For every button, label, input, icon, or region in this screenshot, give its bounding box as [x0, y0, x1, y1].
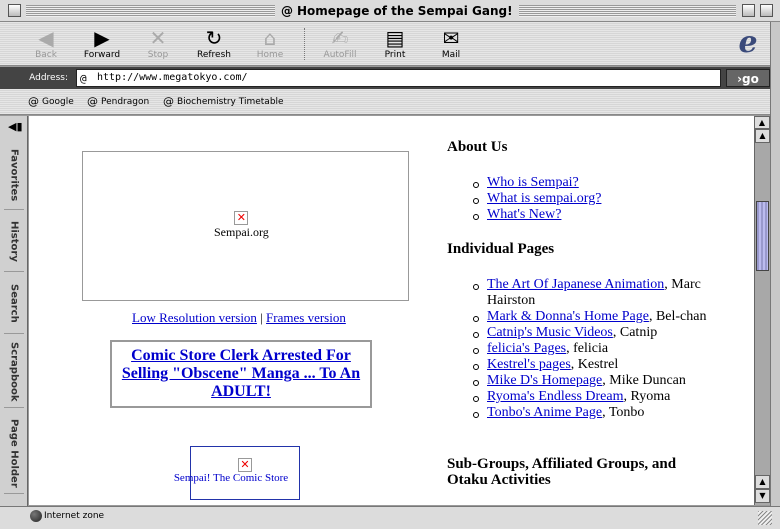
- list-item: [469, 277, 739, 309]
- address-input[interactable]: [76, 69, 721, 87]
- tab-page-holder[interactable]: Page Holder: [4, 414, 24, 494]
- individual-page-link[interactable]: Catnip's Music Videos: [487, 325, 613, 340]
- subgroups-heading: Sub-Groups, Affiliated Groups, and Otaku Activities: [447, 456, 677, 488]
- toolbar: [0, 22, 780, 66]
- back-label: Back: [35, 50, 57, 60]
- version-links: [132, 310, 346, 326]
- favorites-bar: [0, 89, 780, 115]
- list-item: [469, 309, 739, 325]
- news-headline-box: [110, 340, 372, 408]
- envelope-icon: ✉: [442, 26, 460, 50]
- individual-pages-heading: Individual Pages: [447, 241, 555, 257]
- page-author: , Ryoma: [623, 389, 671, 404]
- address-label: Address:: [29, 73, 68, 83]
- resize-grip-icon[interactable]: [758, 511, 772, 525]
- page-at-icon: @: [281, 4, 293, 18]
- scroll-down-arrow-icon[interactable]: ▼: [755, 489, 770, 503]
- collapse-box-icon[interactable]: [760, 4, 773, 17]
- refresh-button[interactable]: [186, 24, 242, 64]
- go-label: go: [742, 72, 759, 86]
- favorite-at-icon: @: [87, 95, 98, 108]
- address-url-text: http://www.megatokyo.com/: [97, 72, 248, 83]
- individual-page-link[interactable]: Ryoma's Endless Dream: [487, 389, 624, 404]
- forward-arrow-icon: ▶: [94, 26, 110, 50]
- window-title: [275, 3, 519, 19]
- individual-page-link[interactable]: The Art Of Japanese Animation: [487, 277, 665, 292]
- internet-explorer-logo-icon: e: [738, 25, 758, 60]
- scroll-thumb[interactable]: [756, 201, 769, 271]
- banner-alt-text: Sempai.org: [214, 225, 269, 239]
- who-is-sempai-link[interactable]: Who is Sempai?: [487, 175, 579, 190]
- explorer-bar-toggle-icon[interactable]: ◀▮: [8, 120, 23, 133]
- vertical-scrollbar[interactable]: [754, 129, 770, 505]
- back-button[interactable]: [18, 24, 74, 64]
- whats-new-link[interactable]: What's New?: [487, 207, 562, 222]
- home-icon: ⌂: [263, 26, 277, 50]
- list-item: [469, 207, 739, 223]
- frames-version-link[interactable]: Frames version: [266, 310, 346, 325]
- page-author: , Marc Hairston: [487, 277, 701, 308]
- mail-button[interactable]: [423, 24, 479, 64]
- page-author: , felicia: [566, 341, 609, 356]
- tab-search[interactable]: Search: [4, 274, 24, 334]
- explorer-side-tabs: [0, 116, 28, 506]
- individual-page-link[interactable]: Mike D's Homepage: [487, 373, 603, 388]
- list-item: [469, 175, 739, 191]
- autofill-icon: ✍: [331, 26, 349, 50]
- news-headline-link[interactable]: Comic Store Clerk Arrested For Selling "Obscene" Manga ... To An ADULT!: [121, 347, 361, 400]
- what-is-sempai-org-link[interactable]: What is sempai.org?: [487, 191, 602, 206]
- page-author: , Bel-chan: [648, 309, 707, 324]
- favorite-biochemistry-timetable[interactable]: [163, 95, 284, 108]
- page-at-icon: @: [80, 72, 87, 85]
- refresh-label: Refresh: [197, 50, 231, 60]
- individual-pages-list: [469, 277, 739, 421]
- scroll-up-arrow-icon[interactable]: ▲: [755, 475, 770, 489]
- window-title-text: Homepage of the Sempai Gang!: [297, 4, 513, 18]
- favorite-label: Biochemistry Timetable: [177, 96, 284, 107]
- list-item: [469, 191, 739, 207]
- favorite-at-icon: @: [163, 95, 174, 108]
- individual-page-link[interactable]: Tonbo's Anime Page: [487, 405, 603, 420]
- individual-page-link[interactable]: felicia's Pages: [487, 341, 567, 356]
- go-button[interactable]: [726, 69, 770, 87]
- mail-label: Mail: [441, 50, 461, 60]
- list-item: [469, 357, 739, 373]
- broken-image-icon: ✕: [238, 458, 252, 472]
- refresh-icon: ↻: [205, 26, 223, 50]
- banner-placeholder: [214, 210, 269, 240]
- list-item: [469, 373, 739, 389]
- title-bar[interactable]: [0, 0, 780, 22]
- tab-scrapbook[interactable]: Scrapbook: [4, 336, 24, 408]
- tab-history[interactable]: History: [4, 212, 24, 272]
- about-us-heading: About Us: [447, 139, 508, 155]
- tab-favorites[interactable]: Favorites: [4, 142, 24, 210]
- favorite-label: Google: [42, 96, 74, 107]
- scroll-up-arrow-icon[interactable]: ▲: [755, 129, 770, 143]
- stop-label: Stop: [147, 50, 169, 60]
- printer-icon: ▤: [385, 26, 405, 50]
- banner-image[interactable]: [82, 151, 409, 301]
- home-label: Home: [256, 50, 284, 60]
- link-separator: |: [260, 310, 263, 325]
- page-author: , Kestrel: [570, 357, 619, 372]
- toolbar-separator: [304, 28, 306, 60]
- favorite-label: Pendragon: [101, 96, 150, 107]
- favorite-at-icon: @: [28, 95, 39, 108]
- globe-icon: [30, 510, 42, 522]
- print-label: Print: [384, 50, 406, 60]
- favorite-pendragon[interactable]: [87, 95, 149, 108]
- page-author: , Catnip: [612, 325, 658, 340]
- home-button[interactable]: [242, 24, 298, 64]
- autofill-label: AutoFill: [323, 50, 357, 60]
- scroll-up-arrow-top[interactable]: ▲: [754, 116, 770, 129]
- autofill-button[interactable]: [312, 24, 368, 64]
- forward-button[interactable]: [74, 24, 130, 64]
- status-text: Internet zone: [44, 511, 105, 521]
- page-author: , Mike Duncan: [602, 373, 686, 388]
- comic-store-ad[interactable]: [173, 446, 300, 500]
- about-us-list: [469, 175, 739, 223]
- broken-image-icon: ✕: [234, 211, 248, 225]
- low-resolution-link[interactable]: Low Resolution version: [132, 310, 257, 325]
- stop-x-icon: ✕: [149, 26, 167, 50]
- list-item: [469, 341, 739, 357]
- chevron-right-icon: ›: [737, 72, 743, 86]
- close-box-icon[interactable]: [8, 4, 21, 17]
- back-arrow-icon: ◀: [38, 26, 54, 50]
- forward-label: Forward: [83, 50, 121, 60]
- individual-page-link[interactable]: Kestrel's pages: [487, 357, 571, 372]
- ad-alt-text: Sempai! The Comic Store: [173, 472, 289, 484]
- stop-button[interactable]: [130, 24, 186, 64]
- list-item: [469, 405, 739, 421]
- status-bar: [0, 506, 780, 529]
- individual-page-link[interactable]: Mark & Donna's Home Page: [487, 309, 649, 324]
- list-item: [469, 389, 739, 405]
- page-author: , Tonbo: [602, 405, 645, 420]
- print-button[interactable]: [367, 24, 423, 64]
- list-item: [469, 325, 739, 341]
- web-content: [29, 116, 754, 505]
- address-bar: [0, 67, 780, 89]
- favorite-google[interactable]: [28, 95, 74, 108]
- zoom-box-icon[interactable]: [742, 4, 755, 17]
- background-window-edge: [770, 22, 780, 507]
